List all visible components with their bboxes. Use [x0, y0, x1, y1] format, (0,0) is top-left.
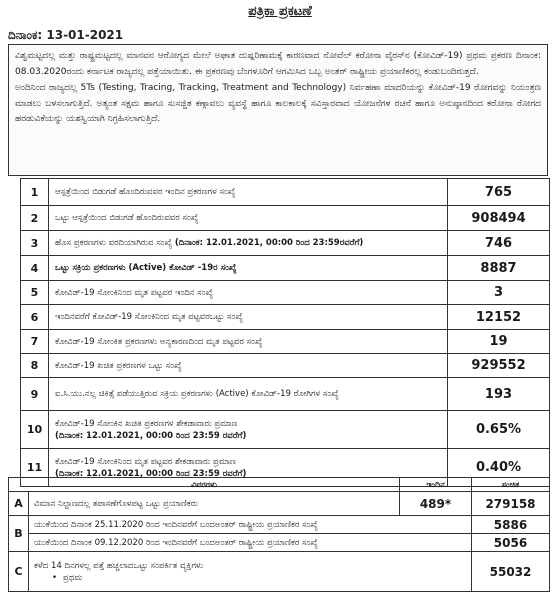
row-value: 12152	[448, 305, 550, 330]
statistics-table	[20, 178, 550, 487]
row-cumulative-value: 5886	[472, 516, 550, 534]
date-label: ದಿನಾಂಕ:	[8, 28, 43, 42]
release-date	[8, 28, 123, 43]
row-cumulative-value: 55032	[472, 552, 550, 592]
table-row	[21, 231, 550, 256]
row-value: 3	[448, 281, 550, 305]
row-number: 3	[21, 231, 49, 256]
intro-box	[8, 44, 548, 176]
row-value: 0.65%	[448, 411, 550, 449]
row-letter: B	[9, 516, 29, 552]
row-value: 8887	[448, 256, 550, 281]
row-number: 6	[21, 305, 49, 330]
row-description-main: ಕೋವಿಡ್-19 ಸೋಂಕಿನ ಖಚಿತ ಪ್ರಕರಣಗಳ ಶೇಕಡಾವಾರು ಪ್ರಮಾಣ	[55, 418, 238, 429]
row-description	[29, 552, 472, 592]
row-value: 19	[448, 330, 550, 354]
row-number: 4	[21, 256, 49, 281]
row-cumulative-value: 279158	[472, 492, 550, 516]
table-row	[9, 516, 550, 534]
row-letter: C	[9, 552, 29, 592]
table-row	[21, 281, 550, 305]
row-description	[49, 256, 448, 281]
row-number: 1	[21, 179, 49, 206]
table-row	[21, 378, 550, 411]
row-value: 765	[448, 179, 550, 206]
intro-paragraph-2: ಅಂದಿನಿಂದ ರಾಜ್ಯದಲ್ಲ 5Ts (Testing, Tracing, Tracking, Treatment and Technology) ನಿರ್ವಹಣಾ ಮಾದರಿಯನ್ನು ಕೋವಿಡ್-19 ರೋಗವನ್ನು ನಿಯಂತ್ರಣ ಮಾಡಲು ಬಳಸಲಾಗುತ್ತಿದೆ. ಅತ್ಯಂತ ಸಕ್ಷಮ ಹಾಗೂ ಸುಸಜ್ಜಿತ ಕಣ್ಗಾವಲು ವ್ಯವಸ್ಥೆ ಹಾಗೂ ಕಾಲಕಾಲಕ್ಕೆ ಸವಿಸ್ತಾರವಾದ ಯೋಜನೆಗಳ ರಚನೆ ಹಾಗೂ ಅನುಷ್ಠಾನದಿಂದ ಕರೋನಾ ರೋಗದ ಹರಡುವಿಕೆಯನ್ನು ಯಶಸ್ವಿಯಾಗಿ ನಿಗ್ರಹಿಸಲಾಗುತ್ತಿದೆ.	[15, 83, 541, 124]
row-number: 10	[21, 411, 49, 449]
intro-paragraph-1: ವಿಶ್ವಮಟ್ಟದಲ್ಲ ಮತ್ತು ರಾಷ್ಟ್ರಮಟ್ಟದಲ್ಲ ಮಾನವನ ಆರೋಗ್ಯದ ಮೇಲೆ ಅಘಾತ ದುಷ್ಪರಿಣಾಮಕ್ಕೆ ಕಾರಣವಾದ ನೋವೆಲ್ ಕರೋನಾ ವೈರಸ್‌ನ (ಕೋವಿಡ್-19) ಪ್ರಥಮ ಪ್ರಕರಣ ದಿನಾಂಕ: 08.03.2020ರಂದು ಕರ್ನಾಟಕ ರಾಜ್ಯದಲ್ಲ ಪತ್ತೆಯಾಯಿತು. ಈ ಪ್ರಕರಣವು ಬೆಂಗಳೂರಿಗೆ ಆಗಮಿಸಿದ ಒಬ್ಬ ಅಂತರ್ ರಾಷ್ಟ್ರೀಯ ಪ್ರಯಾಣಿಕರಲ್ಲ ಕಂಡುಬಂದಿರುತ್ತದೆ.	[15, 51, 541, 77]
row-description-main: ಕಳೆದ 14 ದಿನಗಳಲ್ಲ ಪತ್ತೆ ಹಚ್ಚಲಾದಒಟ್ಟು ಸಂಪರ್ಕಿತ ವ್ಯಕ್ತಿಗಳು	[34, 560, 204, 571]
row-description: ಐ.ಸಿ.ಯು.ನಲ್ಲ ಚಿಕಿತ್ಸೆ ಪಡೆಯುತ್ತಿರುವ ಸಕ್ರಿಯ ಪ್ರಕರಣಗಳು (Active) ಕೋವಿಡ್-19 ರೋಗಿಗಳ ಸಂಖ್ಯೆ	[49, 378, 448, 411]
row-description-main: ಒಟ್ಟು ಸಕ್ರಿಯ ಪ್ರಕರಣಗಳು (Active) ಕೋವಿಡ್ -19ರ ಸಂಖ್ಯೆ	[55, 263, 237, 273]
travel-table	[8, 477, 550, 592]
table-row	[21, 305, 550, 330]
column-header-cumulative: ಸಂಚಿತ	[472, 478, 550, 492]
row-number: 11	[21, 449, 49, 487]
table-row	[21, 206, 550, 231]
row-description: ಆಸ್ಪತ್ರೆಯಿಂದ ಬಿಡುಗಡೆ ಹೊಂದಿರುವವರ ಇಂದಿನ ಪ್ರಕರಣಗಳ ಸಂಖ್ಯೆ	[49, 179, 448, 206]
row-value: 193	[448, 378, 550, 411]
table-header-row	[9, 478, 550, 492]
row-description: ಕೋವಿಡ್-19 ಖಚಿತ ಪ್ರಕರಣಗಳ ಒಟ್ಟು ಸಂಖ್ಯೆ	[49, 354, 448, 378]
row-description: ಕೋವಿಡ್-19 ಸೋಂಕಿನಿಂದ ಮೃತ ಪಟ್ಟವರ ಇಂದಿನ ಸಂಖ್ಯೆ	[49, 281, 448, 305]
table-row	[21, 256, 550, 281]
table-row	[9, 552, 550, 592]
row-letter: A	[9, 492, 29, 516]
row-description: ಯುಕೆಯಿಂದ ದಿನಾಂಕ 09.12.2020 ರಿಂದ ಇಂದಿನವರೆಗೆ ಬಂದಅಂತರ್ ರಾಷ್ಟ್ರೀಯ ಪ್ರಯಾಣಿಕರ ಸಂಖ್ಯೆ	[29, 534, 472, 552]
row-description: ಇಂದಿನವರೆಗೆ ಕೋವಿಡ್-19 ಸೋಂಕಿನಿಂದ ಮೃತ ಪಟ್ಟವರಒಟ್ಟು ಸಂಖ್ಯೆ	[49, 305, 448, 330]
row-cumulative-value: 5056	[472, 534, 550, 552]
row-description: ಒಟ್ಟು ಆಸ್ಪತ್ರೆಯಿಂದ ಬಿಡುಗಡೆ ಹೊಂದಿರುವವರ ಸಂಖ್ಯೆ	[49, 206, 448, 231]
row-description	[49, 231, 448, 256]
row-value: 746	[448, 231, 550, 256]
row-description-main: ಕೋವಿಡ್-19 ಸೋಂಕಿನಿಂದ ಮೃತ ಪಟ್ಟವರ ಶೇಕಡಾವಾರು ಪ್ರಮಾಣ	[55, 456, 236, 467]
row-description-date: (ದಿನಾಂಕ: 12.01.2021, 00:00 ರಿಂದ 23:59 ರವರೆಗೆ)	[55, 468, 247, 479]
table-row	[21, 330, 550, 354]
table-row	[21, 411, 550, 449]
page-title: ಪತ್ರಿಕಾ ಪ್ರಕಟಣೆ	[248, 4, 312, 19]
row-number: 8	[21, 354, 49, 378]
date-value: 13-01-2021	[46, 28, 124, 42]
row-value: 0.40%	[448, 449, 550, 487]
row-number: 2	[21, 206, 49, 231]
bullet-icon: •	[52, 572, 58, 583]
bullet-text: ಪ್ರಥಮ	[63, 572, 83, 583]
bullet-item	[34, 572, 466, 584]
column-header-details: ವಿವರಗಳು	[9, 478, 400, 492]
row-description-date: (ದಿನಾಂಕ: 12.01.2021, 00:00 ರಿಂದ 23:59 ರವರೆಗೆ)	[55, 430, 247, 441]
table-row	[21, 179, 550, 206]
row-description: ವಿಮಾನ ನಿಲ್ದಾಣದಲ್ಲ ತಪಾಸಣೆಗೊಳಪಟ್ಟ ಒಟ್ಟು ಪ್ರಯಾಣಿಕರು	[29, 492, 400, 516]
row-today-value: 489*	[400, 492, 472, 516]
row-description	[49, 411, 448, 449]
table-row	[9, 534, 550, 552]
row-description-date: (ದಿನಾಂಕ: 12.01.2021, 00:00 ರಿಂದ 23:59ರವರೆಗೆ)	[174, 238, 364, 248]
row-number: 9	[21, 378, 49, 411]
row-description-main: ಹೊಸ ಪ್ರಕರಣಗಳು ವರದಿಯಾಗಿರುವ ಸಂಖ್ಯೆ	[55, 238, 173, 248]
row-description: ಯುಕೆಯಿಂದ ದಿನಾಂಕ 25.11.2020 ರಿಂದ ಇಂದಿನವರೆಗೆ ಬಂದಅಂತರ್ ರಾಷ್ಟ್ರೀಯ ಪ್ರಯಾಣಿಕರ ಸಂಖ್ಯೆ	[29, 516, 472, 534]
row-number: 7	[21, 330, 49, 354]
table-row	[9, 492, 550, 516]
table-row	[21, 354, 550, 378]
row-value: 908494	[448, 206, 550, 231]
row-description: ಕೋವಿಡ್-19 ಸೋಂಕಿತ ಪ್ರಕರಣಗಳು ಅನ್ಯಕಾರಣದಿಂದ ಮೃತ ಪಟ್ಟವರ ಸಂಖ್ಯೆ	[49, 330, 448, 354]
column-header-today: ಇಂದಿನ	[400, 478, 472, 492]
row-value: 929552	[448, 354, 550, 378]
row-number: 5	[21, 281, 49, 305]
